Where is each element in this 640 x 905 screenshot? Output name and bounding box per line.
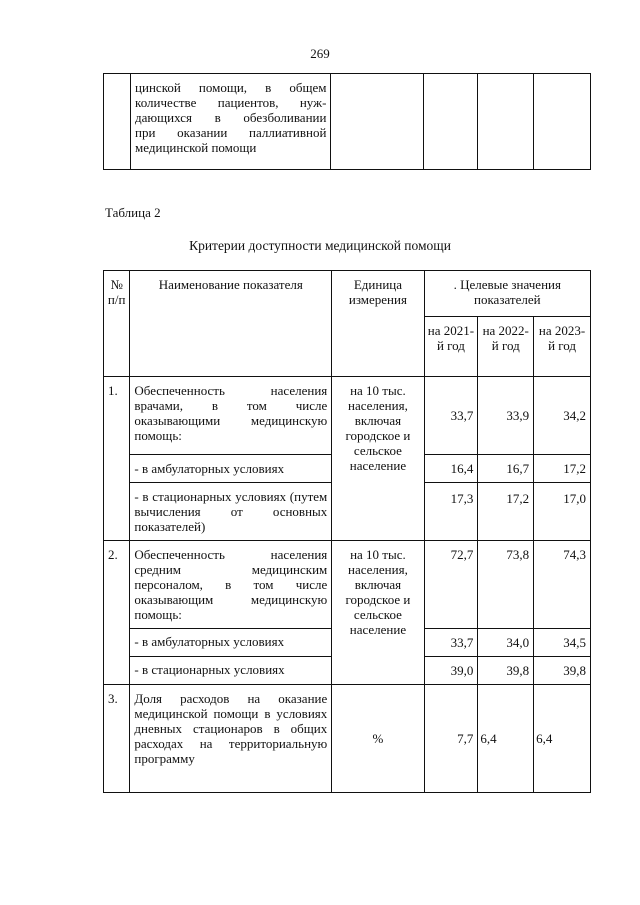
empty-cell bbox=[331, 74, 423, 170]
header-name: Наименование показателя bbox=[130, 271, 332, 377]
table-title: Критерии доступности медицинской помощи bbox=[189, 238, 451, 253]
indicator-name: - в стационарных условиях (путем вычисления от основных показателей) bbox=[130, 483, 332, 541]
empty-cell bbox=[423, 74, 477, 170]
value-2022: 34,0 bbox=[478, 629, 534, 657]
indicator-fragment-cell bbox=[131, 74, 331, 170]
value-2023: 74,3 bbox=[534, 541, 591, 629]
value-2022: 73,8 bbox=[478, 541, 534, 629]
unit-cell: % bbox=[332, 685, 424, 793]
empty-cell bbox=[533, 74, 590, 170]
value-2022: 33,9 bbox=[478, 377, 534, 455]
header-num: № п/п bbox=[104, 271, 130, 377]
fragment-line: цинской помощи, в общем bbox=[135, 80, 327, 95]
indicator-name: Доля расходов на оказание медицинской помощи в условиях дневных стационаров в общих расходах на территориальную программу bbox=[130, 685, 332, 793]
value-2021: 7,7 bbox=[424, 685, 478, 793]
value-2021: 33,7 bbox=[424, 629, 478, 657]
value-2022: 6,4 bbox=[478, 685, 534, 793]
continuation-table bbox=[103, 73, 591, 170]
value-2022: 39,8 bbox=[478, 657, 534, 685]
value-2021: 16,4 bbox=[424, 455, 478, 483]
page-number: 269 bbox=[310, 46, 330, 61]
unit-cell: на 10 тыс. населения, включая городское и сельское население bbox=[332, 377, 424, 541]
value-2021: 17,3 bbox=[424, 483, 478, 541]
row-num: 1. bbox=[104, 377, 130, 541]
value-2023: 39,8 bbox=[534, 657, 591, 685]
unit-cell: на 10 тыс. населения, включая городское и сельское население bbox=[332, 541, 424, 685]
fragment-line: при оказании паллиативной bbox=[135, 125, 327, 140]
value-2023: 17,0 bbox=[534, 483, 591, 541]
header-2021: на 2021-й год bbox=[424, 317, 478, 377]
indicator-name: Обеспеченность населения врачами, в том числе оказывающими медицинскую помощь: bbox=[130, 377, 332, 455]
value-2023: 34,5 bbox=[534, 629, 591, 657]
accessibility-criteria-table bbox=[103, 270, 591, 793]
fragment-line: дающихся в обезболивании bbox=[135, 110, 327, 125]
header-targets: . Целевые значения показателей bbox=[424, 271, 590, 317]
row-num: 2. bbox=[104, 541, 130, 685]
row-num: 3. bbox=[104, 685, 130, 793]
value-2023: 6,4 bbox=[534, 685, 591, 793]
fragment-line: количестве пациентов, нуж- bbox=[135, 95, 327, 110]
indicator-name: Обеспеченность населения средним медицинским персоналом, в том числе оказывающим медицинскую помощь: bbox=[130, 541, 332, 629]
indicator-name: - в амбулаторных условиях bbox=[130, 455, 332, 483]
table-label: Таблица 2 bbox=[105, 205, 161, 220]
value-2022: 16,7 bbox=[478, 455, 534, 483]
value-2021: 72,7 bbox=[424, 541, 478, 629]
empty-cell bbox=[104, 74, 131, 170]
value-2023: 17,2 bbox=[534, 455, 591, 483]
header-2022: на 2022-й год bbox=[478, 317, 534, 377]
value-2022: 17,2 bbox=[478, 483, 534, 541]
indicator-name: - в амбулаторных условиях bbox=[130, 629, 332, 657]
fragment-line: медицинской помощи bbox=[135, 140, 257, 155]
indicator-name: - в стационарных условиях bbox=[130, 657, 332, 685]
empty-cell bbox=[477, 74, 533, 170]
value-2021: 33,7 bbox=[424, 377, 478, 455]
header-unit: Единица измерения bbox=[332, 271, 424, 377]
value-2021: 39,0 bbox=[424, 657, 478, 685]
header-2023: на 2023-й год bbox=[534, 317, 591, 377]
value-2023: 34,2 bbox=[534, 377, 591, 455]
